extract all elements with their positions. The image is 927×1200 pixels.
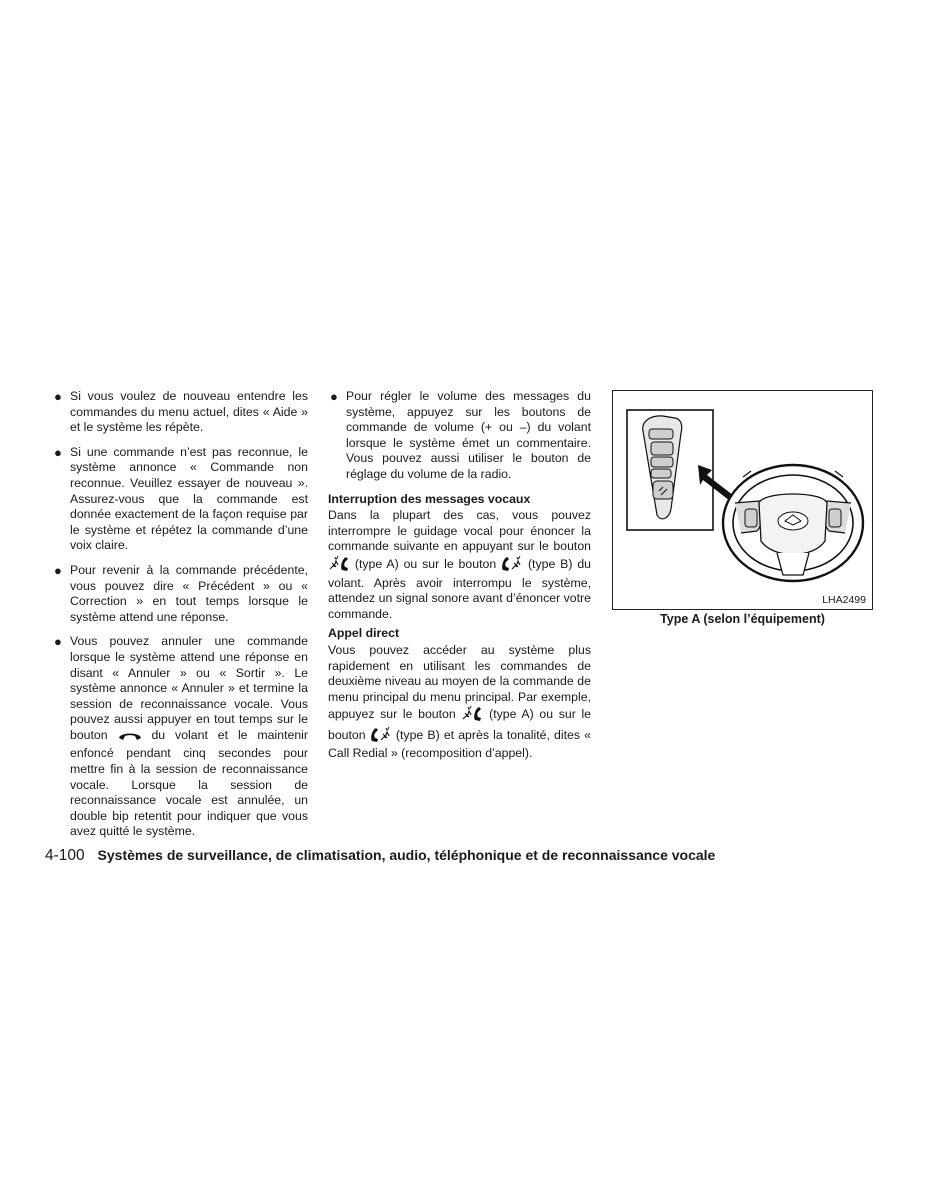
list-item (52, 634, 308, 840)
paragraph (328, 508, 591, 622)
bullet-icon: ● (54, 444, 62, 460)
figure-code: LHA2499 (822, 594, 866, 606)
paragraph-text: (type A) ou sur le bouton (328, 707, 592, 742)
talk-phone-icon (328, 555, 350, 576)
list-item (52, 389, 308, 436)
figure-steering-wheel (612, 390, 873, 610)
middle-column (328, 389, 591, 762)
bullet-text: Si une commande n’est pas reconnue, le système annonce « Commande non reconnue. Veuillez essayer de nouveau ». Assurez-vous que la commande est donnée exactement de la façon requise par le système et répétez la commande d’une voix claire. (70, 444, 308, 553)
bullet-text: Pour régler le volume des messages du système, appuyez sur les boutons de commande de volume (+ ou –) du volant lorsque le système émet un commentaire. Vous pouvez aussi utiliser le bouton de réglage du volume de la radio. (346, 389, 591, 481)
phone-talk-icon (370, 726, 392, 747)
steering-wheel-icon (613, 391, 871, 608)
paragraph-text: (type B) et après la tonalité, dites « Call Redial » (recomposition d’appel). (328, 727, 591, 761)
bullet-icon: ● (54, 389, 62, 404)
bullet-text: Pour revenir à la commande précédente, vous pouvez dire « Précédent » ou « Correction » en tout temps lorsque le système attend une réponse. (70, 562, 308, 624)
paragraph (328, 643, 591, 762)
bullet-icon: ● (330, 389, 338, 404)
list-item (52, 563, 308, 625)
bullet-text: du volant et le maintenir enfoncé pendant cinq secondes pour mettre fin à la session de reconnaissance vocale. Lorsque la session de reconnaissance vocale est annulée, un double bip retentit pour indiquer que vous avez quitté le système. (70, 727, 309, 839)
bullet-icon: ● (54, 562, 62, 578)
section-heading: Appel direct (328, 626, 400, 641)
list-item (328, 389, 591, 483)
bullet-icon: ● (54, 634, 62, 650)
bullet-text: Si vous voulez de nouveau entendre les commandes du menu actuel, dites « Aide » et le système les répète. (70, 389, 308, 435)
figure-caption: Type A (selon l’équipement) (660, 612, 825, 626)
phone-talk-icon (501, 555, 523, 576)
paragraph-text: (type B) du volant. Après avoir interrompu le système, attendez un signal sonore avant d’énoncer votre commande. (328, 556, 592, 621)
paragraph-text: Vous pouvez accéder au système plus rapidement en utilisant les commandes de deuxième niveau au moyen de la commande de menu principal du menu principal. Par exemple, appuyez sur le bouton (328, 642, 591, 722)
talk-phone-icon (461, 705, 483, 726)
section-heading: Interruption des messages vocaux (328, 491, 531, 506)
page-footer (45, 847, 715, 865)
page-number: 4-100 (45, 847, 85, 864)
bullet-text: Vous pouvez annuler une commande lorsque le système attend une réponse en disant « Annuler » ou « Sortir ». Le système annonce « Annuler » et termine la session de reconnaissance vocale. Vous pouvez aussi appuyer en tout temps sur le bouton (70, 634, 308, 742)
footer-title: Systèmes de surveillance, de climatisation, audio, téléphonique et de reconnaissance vocale (97, 847, 716, 863)
hang-up-icon (118, 730, 142, 747)
paragraph-text: (type A) ou sur le bouton (354, 556, 497, 571)
left-column (52, 389, 308, 849)
paragraph-text: Dans la plupart des cas, vous pouvez interrompre le guidage vocal pour énoncer la commande suivante en appuyant sur le bouton (328, 508, 591, 554)
list-item (52, 445, 308, 554)
